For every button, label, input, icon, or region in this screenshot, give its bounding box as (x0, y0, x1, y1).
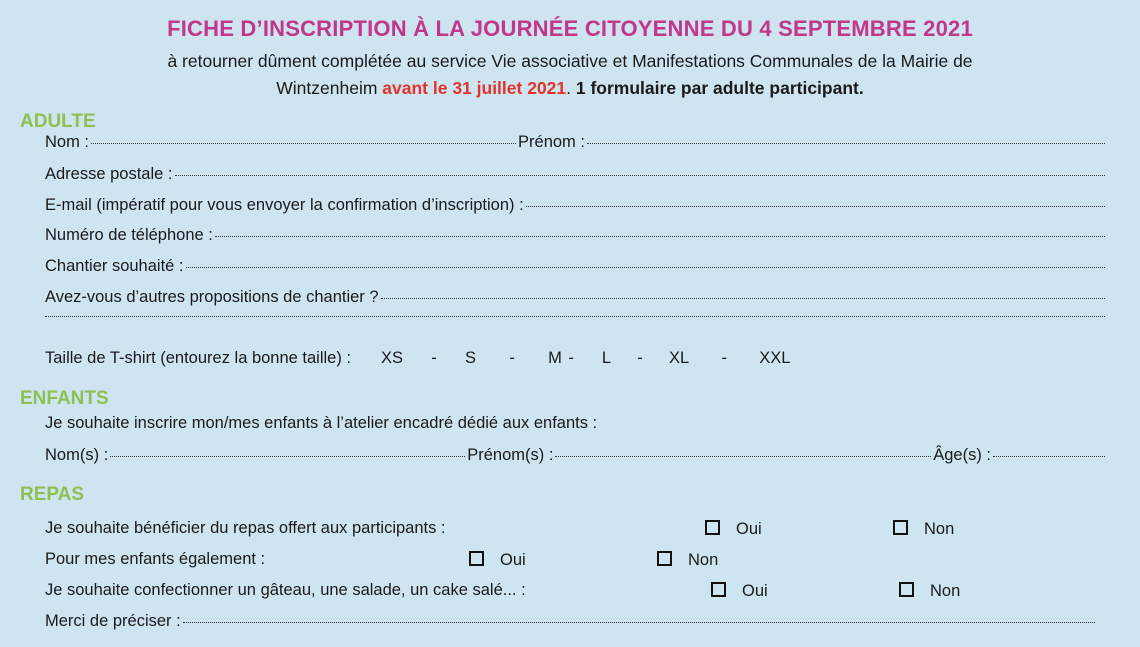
intro-note: 1 formulaire par adulte participant. (575, 78, 864, 98)
checkbox-icon[interactable] (893, 520, 908, 535)
noms-label: Nom(s) : (45, 446, 109, 464)
size-s[interactable]: S (465, 349, 477, 367)
size-xs[interactable]: XS (381, 349, 404, 367)
propositions-label: Avez-vous d’autres propositions de chantier ? (45, 288, 379, 306)
chantier-field[interactable] (186, 267, 1105, 268)
row-adresse (45, 165, 1107, 184)
row-telephone (45, 226, 1107, 245)
row-enfants-intro (45, 414, 597, 433)
prenoms-field[interactable] (555, 456, 931, 457)
propositions-field-2[interactable] (45, 316, 1105, 317)
repas-q3-label: Je souhaite confectionner un gâteau, une salade, un cake salé... : (45, 581, 526, 599)
ages-label: Âge(s) : (933, 446, 991, 464)
repas-q3-non[interactable]: Non (899, 581, 960, 601)
row-merci (45, 612, 1097, 631)
intro-line-1: à retourner dûment complétée au service Vie associative et Manifestations Communales de la Mairie de (167, 51, 973, 71)
intro-separator: . (566, 78, 576, 98)
merci-label: Merci de préciser : (45, 612, 181, 630)
row-nom-prenom (45, 133, 1107, 152)
merci-field[interactable] (183, 622, 1095, 623)
repas-q2-oui[interactable]: Oui (469, 550, 526, 570)
tshirt-label: Taille de T-shirt (entourez la bonne taille) : (45, 349, 352, 367)
repas-q1-label: Je souhaite bénéficier du repas offert aux participants : (45, 519, 446, 537)
form-intro (0, 48, 1140, 102)
intro-city: Wintzenheim (276, 78, 383, 98)
row-tshirt: Taille de T-shirt (entourez la bonne taille) : XS - S - M - L - XL - XXL (45, 349, 791, 367)
repas-q2-non[interactable]: Non (657, 550, 718, 570)
adresse-field[interactable] (175, 175, 1106, 176)
prenom-label: Prénom : (518, 133, 585, 151)
size-xl[interactable]: XL (669, 349, 690, 367)
propositions-field[interactable] (381, 298, 1105, 299)
repas-q1-non[interactable]: Non (893, 519, 954, 539)
noms-field[interactable] (110, 456, 465, 457)
email-field[interactable] (526, 206, 1105, 207)
section-repas-heading: REPAS (20, 484, 85, 505)
enfants-intro: Je souhaite inscrire mon/mes enfants à l’atelier encadré dédié aux enfants : (45, 414, 598, 432)
row-propositions (45, 288, 1107, 307)
nom-field[interactable] (91, 143, 516, 144)
size-m[interactable]: M (548, 349, 562, 367)
row-propositions-continued (45, 319, 1107, 320)
repas-q3-oui[interactable]: Oui (711, 581, 768, 601)
section-adulte-heading: ADULTE (20, 111, 96, 132)
checkbox-icon[interactable] (899, 582, 914, 597)
size-xxl[interactable]: XXL (759, 349, 791, 367)
email-label: E-mail (impératif pour vous envoyer la confirmation d’inscription) : (45, 196, 524, 214)
row-email (45, 196, 1107, 215)
row-repas-q3 (45, 581, 526, 600)
checkbox-icon[interactable] (469, 551, 484, 566)
prenom-field[interactable] (587, 143, 1105, 144)
row-repas-q2 (45, 550, 265, 569)
chantier-label: Chantier souhaité : (45, 257, 184, 275)
row-enfants-fields (45, 446, 1107, 465)
ages-field[interactable] (993, 456, 1105, 457)
checkbox-icon[interactable] (705, 520, 720, 535)
section-enfants-heading: ENFANTS (20, 388, 109, 409)
telephone-field[interactable] (215, 236, 1105, 237)
row-repas-q1 (45, 519, 446, 538)
checkbox-icon[interactable] (711, 582, 726, 597)
telephone-label: Numéro de téléphone : (45, 226, 213, 244)
repas-q2-label: Pour mes enfants également : (45, 550, 266, 568)
checkbox-icon[interactable] (657, 551, 672, 566)
intro-deadline: avant le 31 juillet 2021 (382, 78, 567, 98)
prenoms-label: Prénom(s) : (467, 446, 554, 464)
repas-q1-oui[interactable]: Oui (705, 519, 762, 539)
size-l[interactable]: L (601, 349, 611, 367)
nom-label: Nom : (45, 133, 90, 151)
adresse-label: Adresse postale : (45, 165, 173, 183)
form-title: FICHE D’INSCRIPTION À LA JOURNÉE CITOYENNE DU 4 SEPTEMBRE 2021 (167, 16, 973, 41)
row-chantier (45, 257, 1107, 276)
intro-line-2 (0, 75, 1140, 102)
